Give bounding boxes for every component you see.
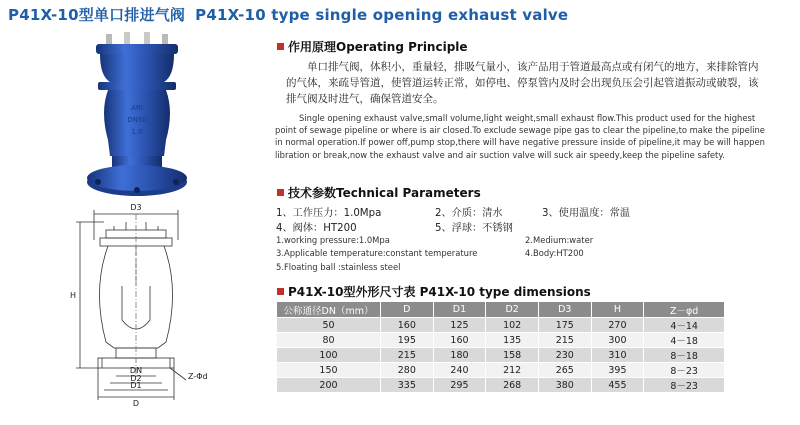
- label-zd: Z-Φd: [188, 372, 208, 381]
- param-en-2: 2.Medium:water: [525, 235, 594, 245]
- bullet-square-icon: [277, 288, 284, 295]
- table-cell: 8－18: [644, 348, 725, 363]
- table-cell: 100: [277, 348, 381, 363]
- table-cell: 8－23: [644, 378, 725, 393]
- table-row: [277, 363, 725, 378]
- table-cell: 268: [486, 378, 539, 393]
- table-cell: 160: [381, 318, 434, 333]
- col-header-h: H: [591, 302, 644, 318]
- title-en: P41X-10 type single opening exhaust valve: [195, 6, 569, 24]
- principle-heading: [277, 38, 468, 55]
- table-cell: 195: [381, 333, 434, 348]
- table-cell: 158: [486, 348, 539, 363]
- dimensions-table: [276, 301, 725, 393]
- col-header-zd: Z－φd: [644, 302, 725, 318]
- table-cell: 200: [277, 378, 381, 393]
- table-cell: 380: [538, 378, 591, 393]
- technical-heading: [277, 184, 481, 201]
- page-title: [8, 4, 568, 25]
- table-cell: 455: [591, 378, 644, 393]
- table-cell: 265: [538, 363, 591, 378]
- table-header-row: [277, 302, 725, 318]
- dimensions-heading-text: P41X-10型外形尺寸表 P41X-10 type dimensions: [288, 285, 591, 299]
- principle-heading-text: 作用原理Operating Principle: [288, 40, 468, 54]
- table-row: [277, 378, 725, 393]
- table-cell: 4－14: [644, 318, 725, 333]
- table-cell: 175: [538, 318, 591, 333]
- table-cell: 160: [433, 333, 486, 348]
- technical-heading-text: 技术参数Technical Parameters: [288, 186, 481, 200]
- param-en-4: 4.Body:HT200: [525, 248, 584, 258]
- table-cell: 280: [381, 363, 434, 378]
- table-row: [277, 348, 725, 363]
- title-cn: P41X-10型单口排进气阀: [8, 6, 186, 24]
- label-d3: D3: [130, 203, 142, 212]
- label-dn: DN: [129, 366, 143, 375]
- principle-cn: 单口排气阀，体积小，重量轻，排吸气量小，该产品用于管道最高点或有闭气的地方，来排除管内的气体，来疏导管道，使管道运转正常，如停电、停泵管内及时会出现负压会引起管道振动或破裂，该排气阀及时进气，确保管道安全。: [286, 61, 759, 105]
- table-cell: 310: [591, 348, 644, 363]
- param-cn-3: 3、使用温度：常温: [542, 208, 630, 219]
- col-header-d: D: [381, 302, 434, 318]
- table-cell: 180: [433, 348, 486, 363]
- table-cell: 8－23: [644, 363, 725, 378]
- col-header-dn: 公称通径DN（mm）: [277, 302, 381, 318]
- param-en-3: 3.Applicable temperature:constant temperature: [276, 248, 478, 258]
- table-cell: 230: [538, 348, 591, 363]
- label-h: H: [70, 291, 77, 300]
- table-cell: 50: [277, 318, 381, 333]
- label-d: D: [132, 399, 140, 408]
- table-cell: 395: [591, 363, 644, 378]
- valve-photo: [78, 32, 196, 200]
- body-mark-1: ARI: [131, 104, 143, 112]
- col-header-d3: D3: [538, 302, 591, 318]
- param-en-5: 5.Floating ball :stainless steel: [276, 262, 401, 272]
- bullet-square-icon: [277, 189, 284, 196]
- table-cell: 215: [538, 333, 591, 348]
- body-mark-3: 1.0: [131, 128, 143, 136]
- table-cell: 295: [433, 378, 486, 393]
- table-cell: 215: [381, 348, 434, 363]
- col-header-d2: D2: [486, 302, 539, 318]
- table-cell: 150: [277, 363, 381, 378]
- principle-en: Single opening exhaust valve,small volume,light weight,small exhaust flow.This product used for the highest point of sewage pipeline or where is air closed.To exclude sewage pipe gas to clear the pipeline,to make the pipeline in normal operation.If power off,pump stop,there will have negative pressure inside of pipeline,it may be will happen libration or break,now the exhaust valve and air suction valve will suck air speedy,keep the pipeline safety.: [275, 113, 765, 160]
- param-en-1: 1.working pressure:1.0Mpa: [276, 235, 390, 245]
- param-cn-5: 5、浮球：不锈钢: [435, 223, 513, 234]
- table-cell: 102: [486, 318, 539, 333]
- table-cell: 240: [433, 363, 486, 378]
- cover-bolts: [106, 32, 168, 46]
- table-cell: 270: [591, 318, 644, 333]
- table-row: [277, 333, 725, 348]
- table-cell: 80: [277, 333, 381, 348]
- label-d1: D1: [130, 381, 142, 390]
- cover-dome: [100, 54, 174, 82]
- param-cn-2: 2、介质：清水: [435, 208, 503, 219]
- label-d2: D2: [130, 374, 142, 383]
- col-header-d1: D1: [433, 302, 486, 318]
- table-row: [277, 318, 725, 333]
- body-mark-2: DN50: [127, 116, 147, 124]
- cover-flange: [96, 44, 178, 54]
- table-cell: 335: [381, 378, 434, 393]
- table-cell: 125: [433, 318, 486, 333]
- valve-drawing: [44, 200, 244, 410]
- table-cell: 212: [486, 363, 539, 378]
- param-cn-4: 4、阀体：HT200: [276, 223, 357, 234]
- dimensions-heading: [277, 283, 591, 300]
- table-cell: 300: [591, 333, 644, 348]
- param-cn-1: 1、工作压力：1.0Mpa: [276, 208, 382, 219]
- table-cell: 135: [486, 333, 539, 348]
- bullet-square-icon: [277, 43, 284, 50]
- table-cell: 4－18: [644, 333, 725, 348]
